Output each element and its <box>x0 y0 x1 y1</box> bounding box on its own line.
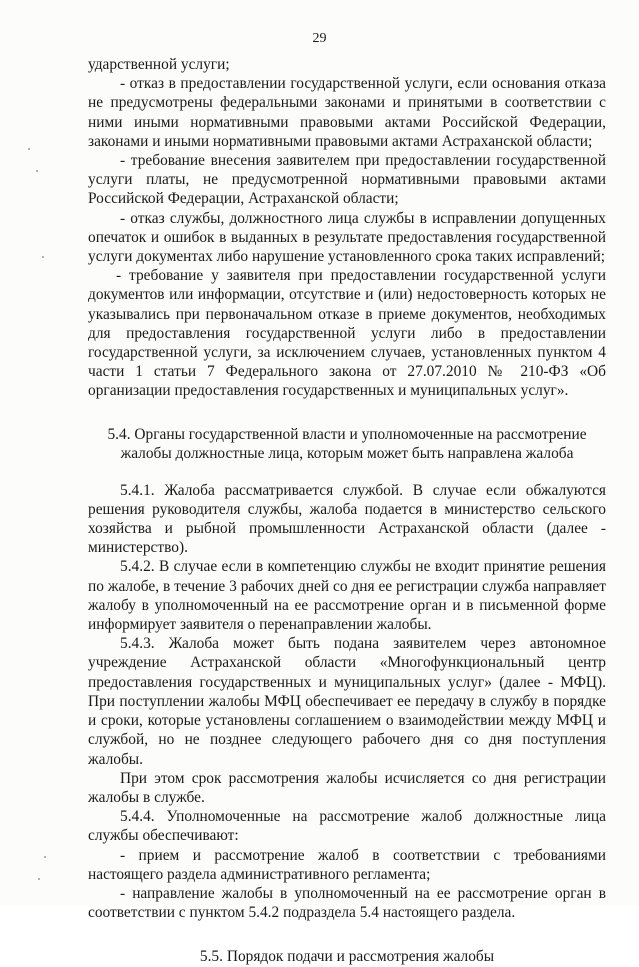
page-number: 29 <box>312 31 327 46</box>
paragraph-review-term: При этом срок рассмотрения жалобы исчисляется со дня регистрации жалобы в службе. <box>88 769 606 806</box>
paragraph-fee-requirement: - требование внесения заявителем при предоставлении государственной услуги платы, не предусмотренной нормативными правовыми актами Российской Федерации, Астраханской области; <box>88 152 606 208</box>
paragraph-5-4-3: 5.4.3. Жалоба может быть подана заявителем через автономное учреждение Астраханской области «Многофункциональный центр предоставления государственных и муниципальных услуг» (далее - МФЦ). При поступлении жалобы МФЦ обеспечивает ее передачу в службу в порядке и сроки, которые установлены соглашением о взаимодействии между МФЦ и службой, но не позднее следующего рабочего дня со дня поступления жалобы. <box>88 635 606 768</box>
paragraph-5-4-4-forwarding: - направление жалобы в уполномоченный на ее рассмотрение орган в соответствии с пунктом 5.4.2 подраздела 5.4 настоящего раздела. <box>88 884 606 922</box>
section-heading-5-4: 5.4. Органы государственной власти и уполномоченные на рассмотрение жалобы должностные лица, которым может быть направлена жалоба <box>107 425 587 463</box>
paragraph-5-4-1: 5.4.1. Жалоба рассматривается службой. В случае если обжалуются решения руководителя службы, жалоба подается в министерство сельского хозяйства и рыбной промышленности Астраханской области (далее - министерство). <box>88 481 606 557</box>
scan-speck <box>38 878 40 880</box>
paragraph-5-4-4-intake: - прием и рассмотрение жалоб в соответствии с требованиями настоящего раздела административного регламента; <box>88 846 606 883</box>
scan-speck <box>42 256 44 258</box>
section-heading-5-5: 5.5. Порядок подачи и рассмотрения жалобы <box>199 948 495 966</box>
paragraph-error-correction: - отказ службы, должностного лица службы в исправлении допущенных опечаток и ошибок в выданных в результате предоставления государственной услуги документах либо нарушение установленного срока таких исправлений; <box>88 209 606 266</box>
paragraph-document-requirement: - требование у заявителя при предоставлении государственной услуги документов или информации, отсутствие и (или) недостоверность которых не указывались при первоначальном отказе в приеме документов, необходимых для предоставления государственной услуги либо в предоставлении государственной услуги, за исключением случаев, установленных пунктом 4 части 1 статьи 7 Федерального закона от 27.07.2010 № 210-ФЗ «Об организации предоставления государственных и муниципальных услуг». <box>88 267 606 400</box>
document-body <box>88 55 606 967</box>
paragraph-5-4-4: 5.4.4. Уполномоченные на рассмотрение жалоб должностные лица службы обеспечивают: <box>88 808 606 845</box>
paragraph-refusal-grounds: - отказ в предоставлении государственной услуги, если основания отказа не предусмотрены федеральными законами и принятыми в соответствии с ними иными нормативными правовыми актами Российской Федерации, законами и иными нормативными правовыми актами Астраханской области; <box>88 75 606 150</box>
paragraph-continuation: ударственной услуги; <box>88 56 230 73</box>
paragraph-5-4-2: 5.4.2. В случае если в компетенцию службы не входит принятие решения по жалобе, в течение 3 рабочих дней со дня ее регистрации служба направляет жалобу в уполномоченный на ее рассмотрение орган и в письменной форме информирует заявителя о перенаправлении жалобы. <box>88 558 606 634</box>
scan-speck <box>36 170 38 172</box>
scan-speck <box>28 148 30 150</box>
scan-speck <box>44 856 46 858</box>
